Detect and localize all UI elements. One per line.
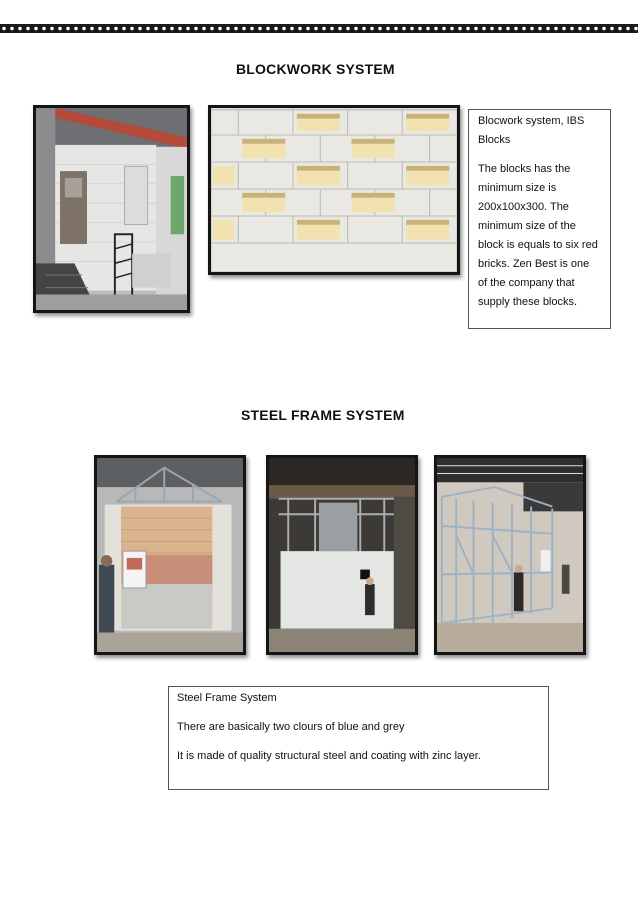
steel-frame-panel-photo bbox=[266, 455, 418, 655]
blockwork-booth-photo bbox=[33, 105, 190, 313]
steel-frame-structure-photo bbox=[434, 455, 586, 655]
blockwork-caption-title: Blocwork system, IBS Blocks bbox=[478, 115, 585, 146]
steel-frame-caption-box bbox=[168, 686, 549, 790]
decorative-border bbox=[0, 24, 638, 33]
steel-frame-caption-line1: There are basically two clours of blue and grey bbox=[177, 721, 405, 733]
steel-frame-heading: STEEL FRAME SYSTEM bbox=[241, 407, 405, 423]
steel-frame-caption-title: Steel Frame System bbox=[177, 692, 277, 704]
blockwork-caption-box bbox=[468, 109, 611, 329]
blockwork-caption-body: The blocks has the minimum size is 200x100x300. The minimum size of the block is equals to six red bricks. Zen Best is one of the company that supply these blocks. bbox=[478, 163, 598, 308]
steel-frame-caption-line2: It is made of quality structural steel and coating with zinc layer. bbox=[177, 750, 481, 762]
steel-frame-wall-photo bbox=[94, 455, 246, 655]
blockwork-heading: BLOCKWORK SYSTEM bbox=[236, 61, 395, 77]
blockwork-wall-photo bbox=[208, 105, 460, 275]
